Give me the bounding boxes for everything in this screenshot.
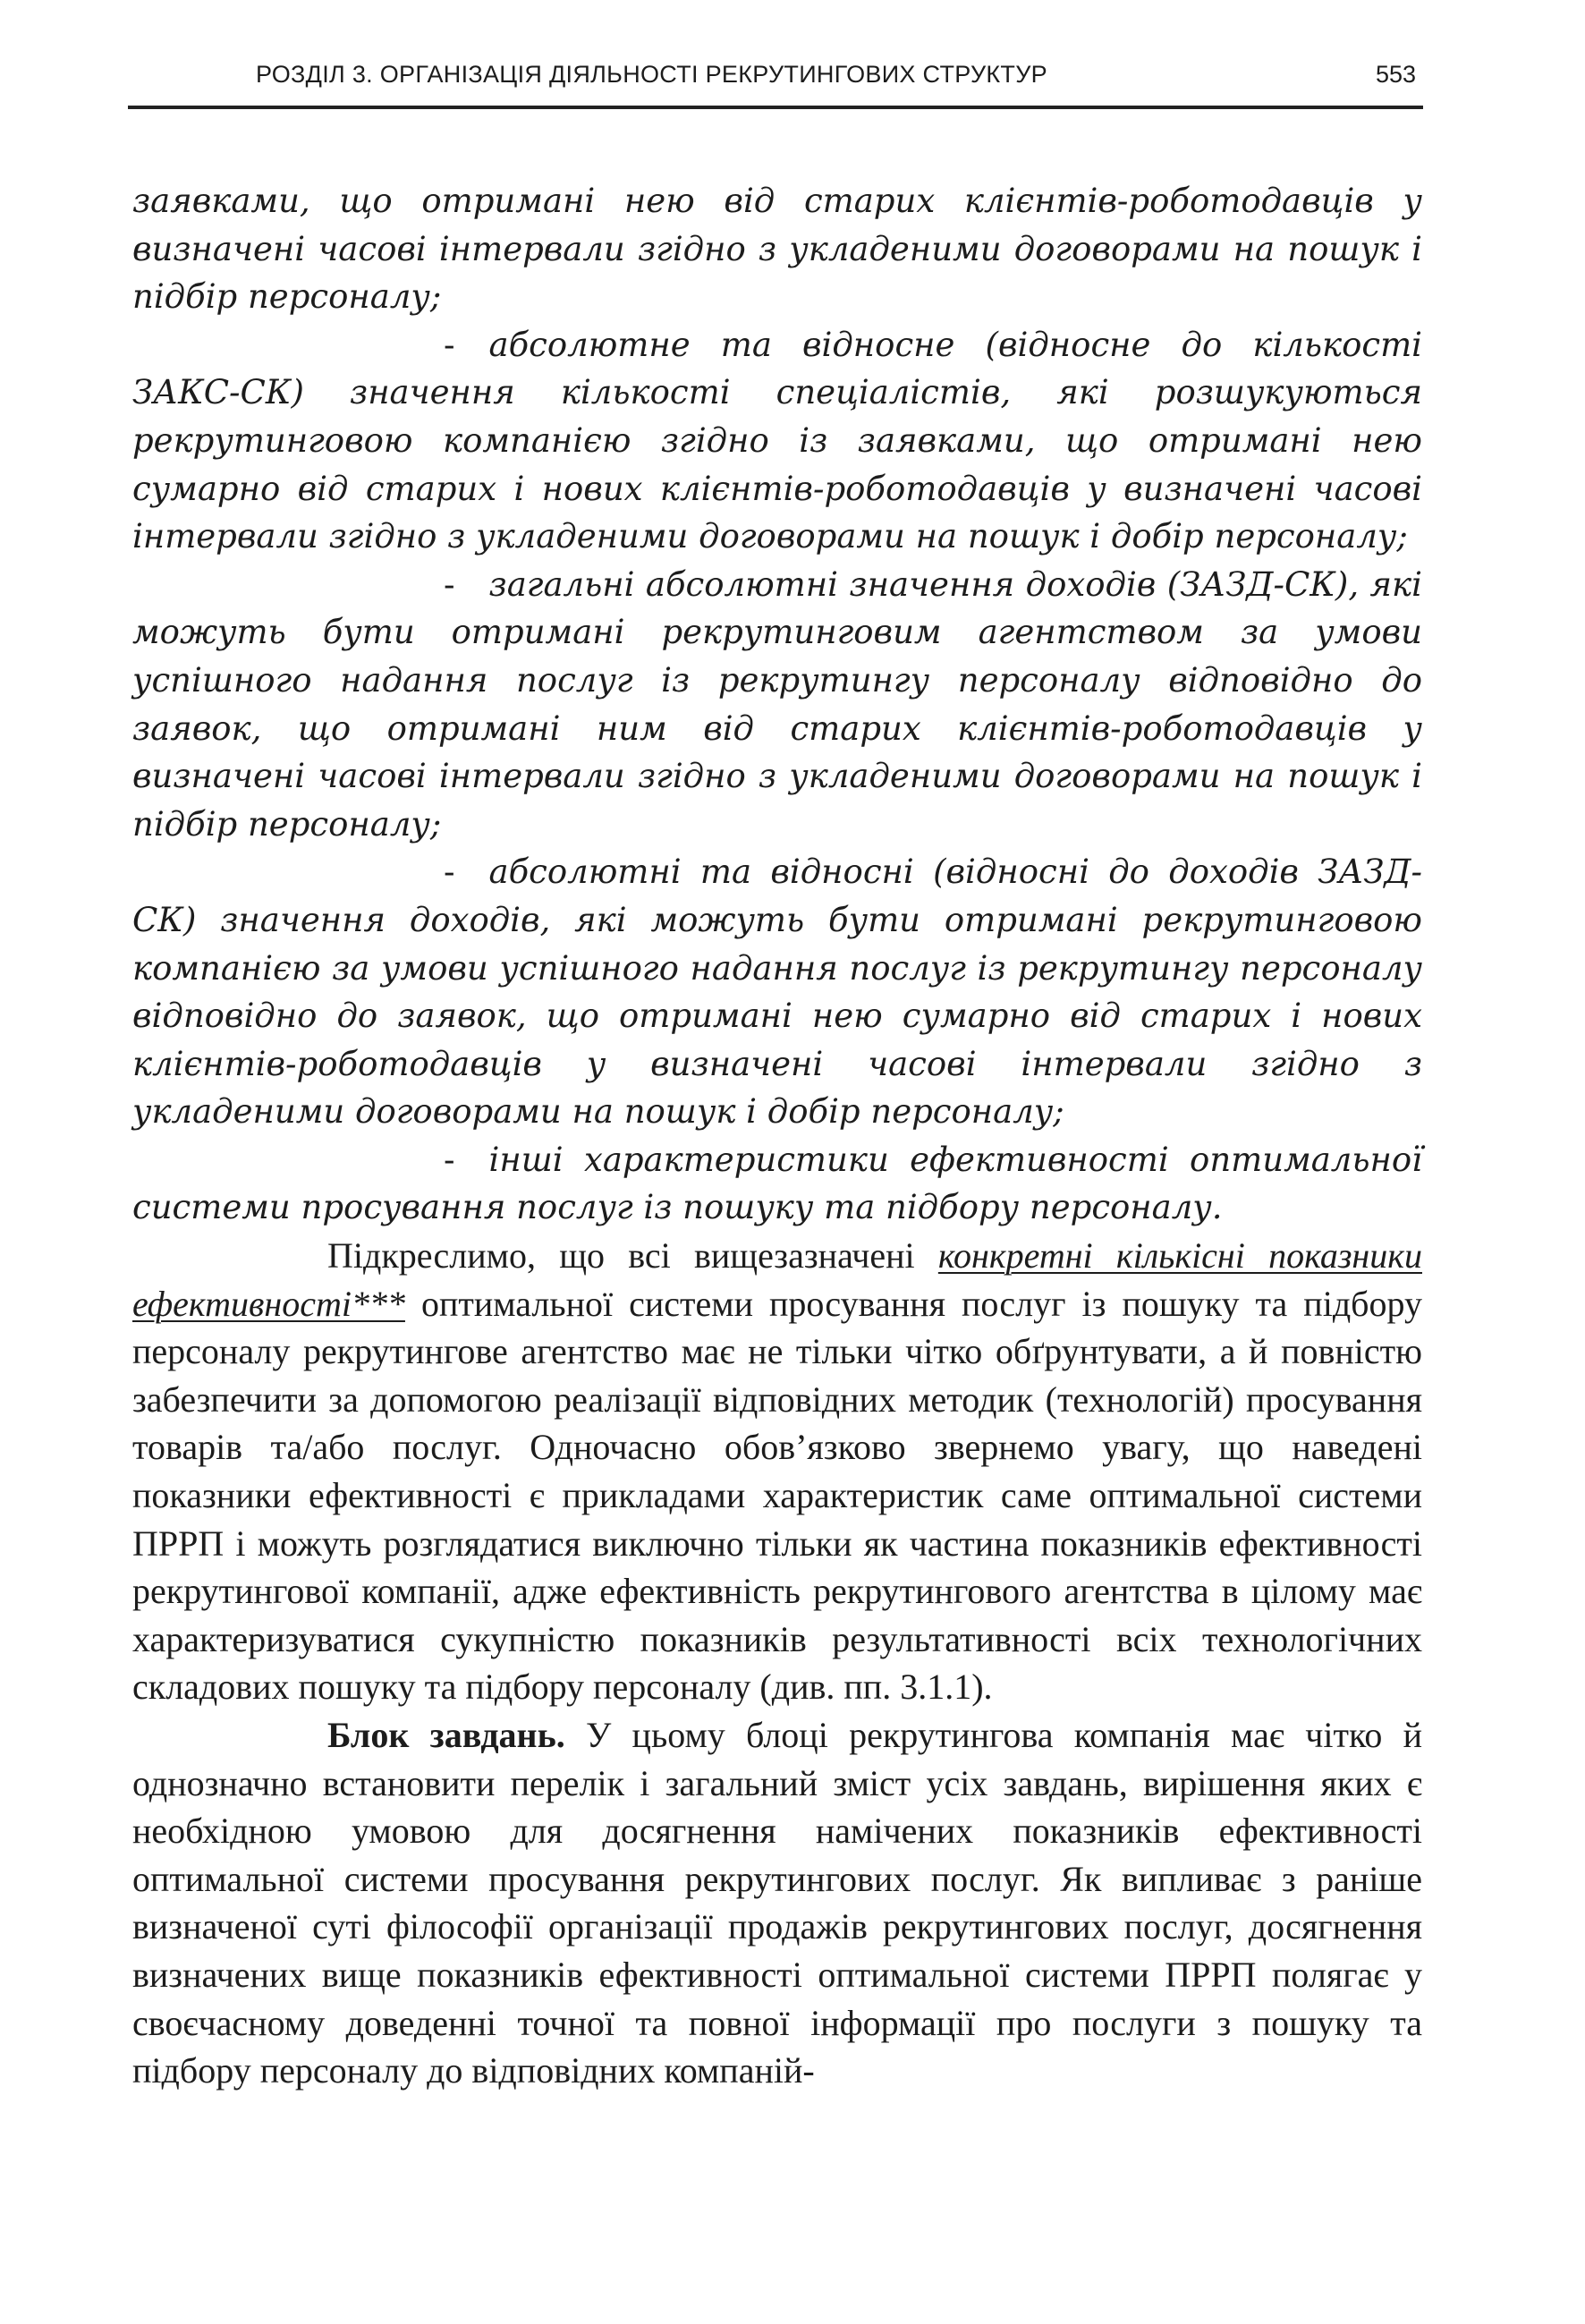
paragraph-text-rest: оптимальної системи просування послуг із пошуку та підбору персоналу рекрутингове агентство має не тільки чітко обґрунтувати, а й повністю забезпечити за допомогою реалізації відповідних методик (технологій) просування товарів та/або послуг. Одночасно обов’язково звернемо увагу, що наведені показники ефективності є прикладами характеристик саме оптимальної системи ПРРП і можуть розглядатися виключно тільки як частина показників ефективності рекрутингової компанії, адже ефективність рекрутингового агентства в цілому має характеризуватися сукупністю показників результативності всіх технологічних складових пошуку та підбору персоналу (див. пп. 3.1.1).: [132, 1283, 1422, 1708]
paragraph-task-block: [132, 1711, 1422, 2095]
underlined-term: конкретні кількісні показники ефективності***: [132, 1235, 1422, 1324]
page-header: [128, 52, 1423, 109]
continuation-text: заявками, що отримані нею від старих клієнтів-роботодавців у визначені часові інтервали згідно з укладеними договорами на пошук і підбір персоналу;: [132, 182, 1422, 317]
list-item-text: інші характеристики ефективності оптимальної системи просування послуг із пошуку та підбору персоналу.: [132, 1140, 1422, 1227]
paragraph-text: У цьому блоці рекрутингова компанія має чітко й однозначно встановити перелік і загальний зміст усіх завдань, вирішення яких є необхідною умовою для досягнення намічених показників ефективності оптимальної системи просування рекрутингових послуг. Як випливає з раніше визначеної суті філософії організації продажів рекрутингових послуг, досягнення визначених вище показників ефективності оптимальної системи ПРРП полягає у своєчасному доведенні точної та повної інформації про послуги з пошуку та підбору персоналу до відповідних компаній-: [132, 1715, 1422, 2091]
paragraph-text-start: Підкреслимо, що всі вищезазначені: [327, 1235, 938, 1277]
running-head: РОЗДІЛ 3. ОРГАНІЗАЦІЯ ДІЯЛЬНОСТІ РЕКРУТИНГОВИХ СТРУКТУР: [256, 61, 1047, 88]
paragraph-indicators: [132, 1232, 1422, 1711]
list-item-text: абсолютне та відносне (відносне до кількості ЗАКС-СК) значення кількості спеціалістів, які розшукуються рекрутинговою компанією згідно із заявками, що отримані нею сумарно від старих і нових клієнтів-роботодавців у визначені часові інтервали згідно з укладеними договорами на пошук і добір персоналу;: [132, 325, 1422, 556]
list-item-text: абсолютні та відносні (відносні до доходів ЗАЗД-СК) значення доходів, які можуть бути отримані рекрутинговою компанією за умови успішного надання послуг із рекрутингу персоналу відповідно до заявок, що отримані нею сумарно від старих і нових клієнтів-роботодавців у визначені часові інтервали згідно з укладеними договорами на пошук і добір персоналу;: [132, 852, 1422, 1132]
bold-lead-term: Блок завдань.: [327, 1715, 565, 1755]
list-item: [132, 561, 1422, 849]
list-dash: -: [444, 564, 455, 604]
page-number: 553: [1375, 61, 1416, 88]
list-dash: -: [444, 852, 455, 892]
page-body: [132, 177, 1422, 2095]
list-item: [132, 1136, 1422, 1232]
list-item: [132, 321, 1422, 561]
list-item: [132, 848, 1422, 1136]
list-dash: -: [444, 1140, 455, 1179]
list-item-text: загальні абсолютні значення доходів (ЗАЗД-СК), які можуть бути отримані рекрутинговим агентством за умови успішного надання послуг із рекрутингу персоналу відповідно до заявок, що отримані ним від старих клієнтів-роботодавців у визначені часові інтервали згідно з укладеними договорами на пошук і підбір персоналу;: [132, 564, 1422, 844]
list-dash: -: [444, 325, 455, 364]
